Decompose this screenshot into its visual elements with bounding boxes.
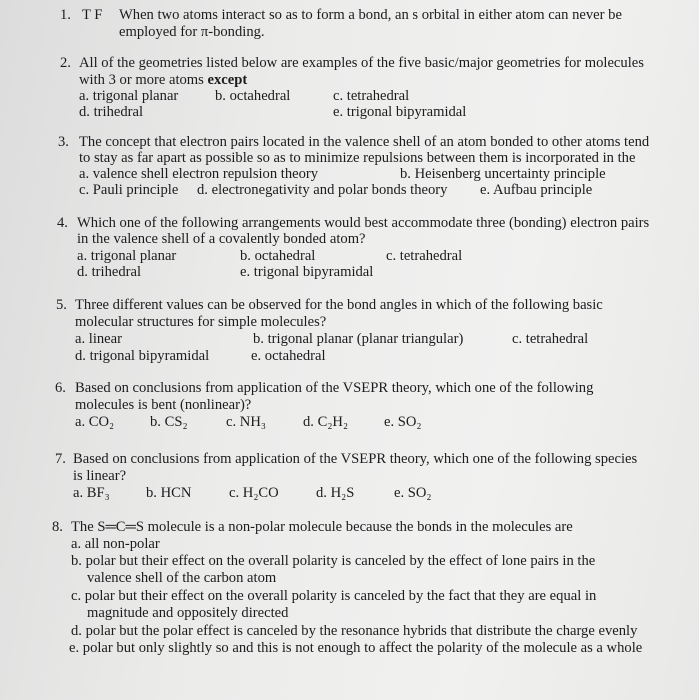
question-text-line: molecules is bent (nonlinear)? (75, 397, 252, 413)
answer-option[interactable]: b. CS₂ (150, 414, 188, 430)
answer-option[interactable]: a. all non-polar (71, 536, 160, 552)
question-number: 4. (57, 215, 68, 231)
question-text-line: is linear? (73, 468, 127, 484)
answer-option[interactable]: a. trigonal planar (77, 248, 177, 264)
answer-option[interactable]: c. polar but their effect on the overall polarity is canceled by the fact that they are equal in (71, 588, 597, 604)
answer-option[interactable]: c. tetrahedral (386, 248, 463, 264)
emphasis-text: except (207, 72, 248, 88)
question-text-line: in the valence shell of a covalently bonded atom? (77, 231, 366, 247)
answer-option[interactable]: e. trigonal bipyramidal (240, 264, 374, 280)
answer-option[interactable]: a. trigonal planar (79, 88, 179, 104)
answer-option[interactable]: c. NH₃ (226, 414, 266, 430)
answer-option[interactable]: b. octahedral (215, 88, 291, 104)
answer-option[interactable]: d. C₂H₂ (303, 414, 349, 430)
answer-option[interactable]: d. electronegativity and polar bonds theory (197, 182, 448, 198)
question-number: 1. (60, 7, 71, 23)
answer-option[interactable]: b. octahedral (240, 248, 316, 264)
question-number: 8. (52, 519, 63, 535)
answer-option[interactable]: e. Aufbau principle (480, 182, 593, 198)
answer-option[interactable]: b. trigonal planar (planar triangular) (253, 331, 464, 347)
question-text-line: employed for π-bonding. (119, 24, 265, 40)
question-text: with 3 or more atoms (79, 72, 208, 88)
answer-option[interactable]: e. SO₂ (384, 414, 422, 430)
answer-option[interactable]: e. SO₂ (394, 485, 432, 501)
answer-option[interactable]: d. H₂S (316, 485, 355, 501)
question-text-line: When two atoms interact so as to form a bond, an s orbital in either atom can never be (119, 7, 622, 23)
question-number: 6. (55, 380, 66, 396)
answer-option[interactable]: e. octahedral (251, 348, 326, 364)
answer-option[interactable]: b. HCN (146, 485, 192, 501)
answer-option[interactable]: d. trigonal bipyramidal (75, 348, 210, 364)
answer-option[interactable]: d. polar but the polar effect is canceled by the resonance hybrids that distribute the charge evenly (71, 623, 638, 639)
answer-option[interactable]: b. polar but their effect on the overall polarity is canceled by the effect of lone pairs in the (71, 553, 596, 569)
question-text-line: Which one of the following arrangements would best accommodate three (bonding) electron pairs (77, 215, 650, 231)
question-number: 2. (60, 55, 71, 71)
question-text-line (79, 72, 247, 89)
answer-option[interactable]: a. linear (75, 331, 122, 347)
answer-option[interactable]: e. trigonal bipyramidal (333, 104, 467, 120)
answer-option[interactable]: a. valence shell electron repulsion theory (79, 166, 319, 182)
answer-option[interactable]: a. CO₂ (75, 414, 115, 430)
answer-option-continuation: valence shell of the carbon atom (87, 570, 277, 586)
true-false-marker: T F (82, 7, 103, 23)
answer-option[interactable]: c. tetrahedral (512, 331, 589, 347)
question-number: 7. (55, 451, 66, 467)
answer-option[interactable]: d. trihedral (77, 264, 142, 280)
question-text-line: All of the geometries listed below are examples of the five basic/major geometries for molecules (79, 55, 644, 71)
answer-option[interactable]: c. Pauli principle (79, 182, 179, 198)
question-number: 3. (58, 134, 69, 150)
question-text-line: The S═C═S molecule is a non-polar molecule because the bonds in the molecules are (71, 519, 573, 535)
question-text-line: The concept that electron pairs located in the valence shell of an atom bonded to other atoms tend (79, 134, 650, 150)
answer-option[interactable]: a. BF₃ (73, 485, 110, 501)
answer-option[interactable]: b. Heisenberg uncertainty principle (400, 166, 606, 182)
question-text-line: Based on conclusions from application of the VSEPR theory, which one of the following species (73, 451, 638, 467)
answer-option-continuation: magnitude and oppositely directed (87, 605, 289, 621)
question-text-line: Based on conclusions from application of the VSEPR theory, which one of the following (75, 380, 594, 396)
answer-option[interactable]: e. polar but only slightly so and this is not enough to affect the polarity of the molecule as a whole (69, 640, 643, 656)
question-text-line: molecular structures for simple molecules? (75, 314, 327, 330)
question-number: 5. (56, 297, 67, 313)
question-text-line: to stay as far apart as possible so as to minimize repulsions between them is incorporated in the (79, 150, 636, 166)
answer-option[interactable]: c. H₂CO (229, 485, 279, 501)
answer-option[interactable]: c. tetrahedral (333, 88, 410, 104)
question-text-line: Three different values can be observed for the bond angles in which of the following basic (75, 297, 603, 313)
answer-option[interactable]: d. trihedral (79, 104, 144, 120)
